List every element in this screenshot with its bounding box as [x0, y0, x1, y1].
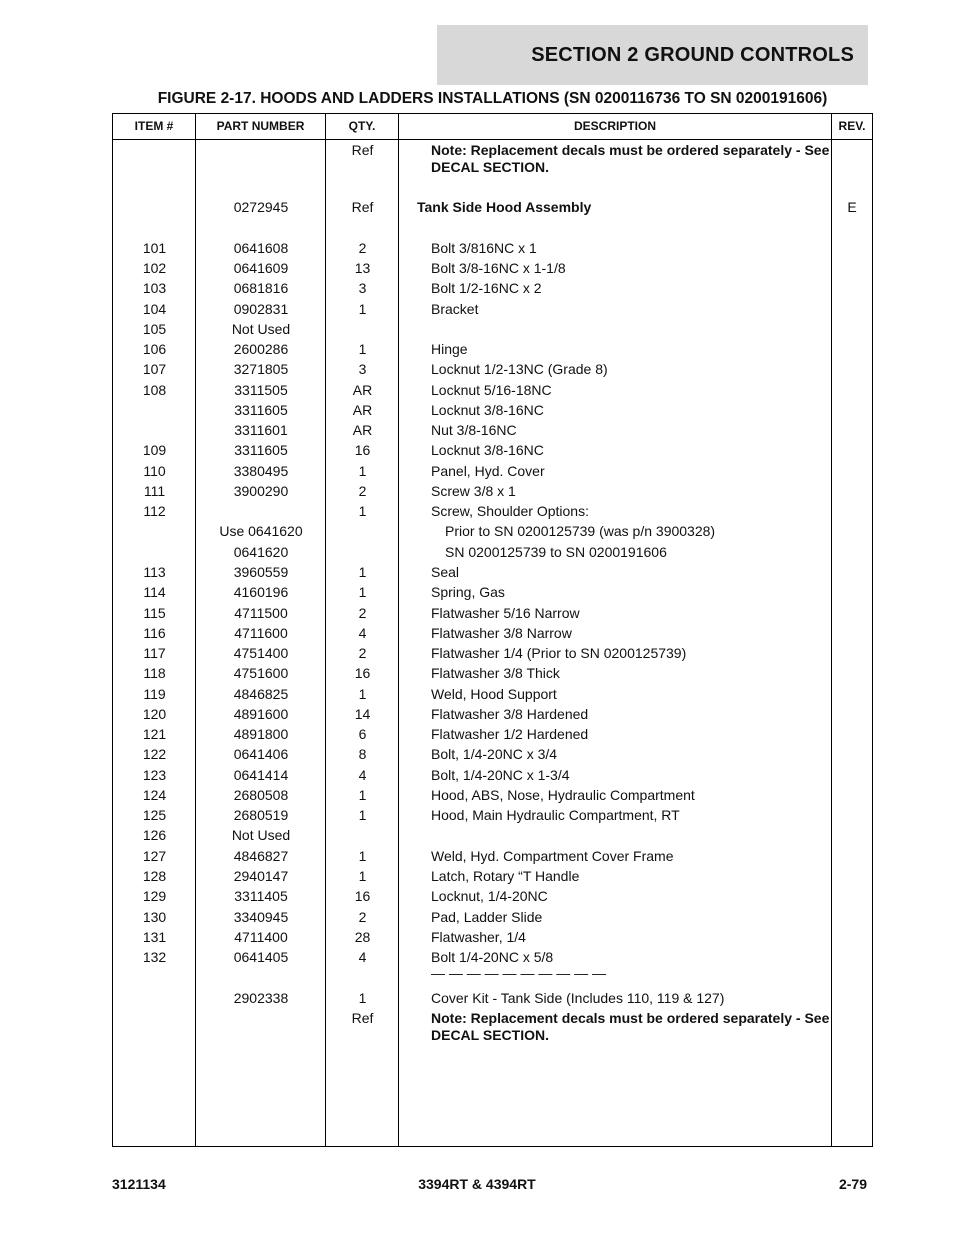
- cell-desc: Locknut 3/8-16NC: [431, 442, 544, 458]
- cell-item: 101: [142, 240, 167, 256]
- cell-part: 2600286: [233, 341, 289, 357]
- cell-qty: 14: [354, 706, 371, 722]
- header-description: DESCRIPTION: [573, 119, 656, 133]
- cell-qty: AR: [352, 382, 373, 398]
- section-title: SECTION 2 GROUND CONTROLS: [531, 43, 854, 66]
- header-part-number: PART NUMBER: [216, 119, 305, 133]
- cell-desc: Locknut, 1/4-20NC: [431, 888, 548, 904]
- cell-part: 4711400: [234, 929, 288, 945]
- cell-qty: 16: [354, 888, 371, 904]
- cell-qty: 1: [358, 584, 367, 600]
- cell-desc: Locknut 1/2-13NC (Grade 8): [431, 361, 608, 377]
- cell-qty: 3: [358, 280, 367, 296]
- figure-title: FIGURE 2-17. HOODS AND LADDERS INSTALLATIONS (SN 0200116736 TO SN 0200191606): [157, 90, 828, 107]
- cell-item: 130: [142, 909, 167, 925]
- footer-model: 3394RT & 4394RT: [418, 1176, 536, 1192]
- cell-qty: 28: [354, 929, 371, 945]
- cell-item: 129: [142, 888, 167, 904]
- cell-qty: 1: [358, 341, 367, 357]
- cell-qty: 1: [358, 503, 367, 519]
- cell-qty: Ref: [351, 1010, 374, 1026]
- cell-qty: 1: [358, 848, 367, 864]
- cell-qty: 1: [358, 990, 367, 1006]
- cell-part: 3311605: [234, 442, 288, 458]
- cell-qty: 4: [358, 767, 367, 783]
- cell-item: 120: [142, 706, 167, 722]
- section-banner: [437, 25, 868, 85]
- cell-part: 3311605: [234, 402, 288, 418]
- cell-desc: Hood, Main Hydraulic Compartment, RT: [431, 807, 680, 823]
- cell-item: 113: [143, 564, 166, 580]
- cell-part: 4751400: [233, 645, 289, 661]
- cell-part: 0641406: [233, 746, 289, 762]
- cell-part: 4711500: [234, 605, 288, 621]
- cell-desc: Screw 3/8 x 1: [431, 483, 516, 499]
- cell-desc: Bolt, 1/4-20NC x 1-3/4: [431, 767, 570, 783]
- cell-part: 3311601: [234, 422, 288, 438]
- cell-desc: Flatwasher 1/2 Hardened: [431, 726, 589, 742]
- cell-desc: Latch, Rotary “T Handle: [431, 868, 580, 884]
- cell-desc: Locknut 5/16-18NC: [431, 382, 552, 398]
- cell-part: 3340945: [233, 909, 289, 925]
- cell-part: 3271805: [233, 361, 289, 377]
- cell-item: 112: [143, 503, 166, 519]
- cell-item: 110: [143, 463, 166, 479]
- cell-part: 4846827: [233, 848, 289, 864]
- cell-part: 4891600: [233, 706, 289, 722]
- column-divider: [831, 114, 832, 1146]
- cell-qty: 1: [358, 686, 367, 702]
- cell-desc: Flatwasher 1/4 (Prior to SN 0200125739): [431, 645, 687, 661]
- cell-desc: Bolt 1/4-20NC x 5/8: [431, 949, 554, 965]
- cell-item: 111: [143, 483, 166, 499]
- footer-page-number: 2-79: [838, 1176, 867, 1192]
- cell-qty: 13: [354, 260, 371, 276]
- cell-desc: Flatwasher 3/8 Thick: [431, 665, 560, 681]
- cell-desc: Cover Kit - Tank Side (Includes 110, 119 & 127): [431, 990, 725, 1006]
- header-divider: [113, 139, 872, 140]
- parts-table: [112, 113, 873, 1147]
- cell-desc: Bolt, 1/4-20NC x 3/4: [431, 746, 558, 762]
- cell-item: 131: [142, 929, 167, 945]
- header-item: ITEM #: [134, 119, 174, 133]
- cell-desc: Note: Replacement decals must be ordered separately - See DECAL SECTION.: [431, 142, 830, 175]
- cell-desc: Hinge: [431, 341, 468, 357]
- cell-item: 122: [142, 746, 167, 762]
- cell-qty: 16: [354, 665, 371, 681]
- cell-qty: 3: [358, 361, 367, 377]
- cell-item: 118: [143, 665, 166, 681]
- cell-desc: Spring, Gas: [431, 584, 505, 600]
- cell-part: 4711600: [234, 625, 288, 641]
- cell-part: 0641405: [233, 949, 289, 965]
- cell-item: 109: [142, 442, 167, 458]
- cell-desc: Screw, Shoulder Options:: [431, 503, 589, 519]
- cell-desc: Bolt 1/2-16NC x 2: [431, 280, 542, 296]
- cell-desc: Note: Replacement decals must be ordered separately - See DECAL SECTION.: [431, 1010, 830, 1043]
- cell-qty: Ref: [351, 199, 374, 215]
- cell-qty: 1: [358, 868, 367, 884]
- cell-desc: Tank Side Hood Assembly: [417, 199, 592, 215]
- cell-qty: 2: [358, 483, 367, 499]
- cell-desc: Panel, Hyd. Cover: [431, 463, 545, 479]
- cell-qty: 4: [358, 625, 367, 641]
- cell-item: 108: [142, 382, 167, 398]
- cell-part: 0641609: [233, 260, 289, 276]
- cell-desc: Locknut 3/8-16NC: [431, 402, 544, 418]
- header-rev: REV.: [838, 119, 866, 133]
- cell-desc: Weld, Hood Support: [431, 686, 557, 702]
- cell-rev: E: [847, 199, 857, 215]
- cell-item: 102: [142, 260, 167, 276]
- cell-part: 3960559: [233, 564, 289, 580]
- cell-item: 126: [142, 827, 167, 843]
- cell-qty: Ref: [351, 142, 374, 158]
- cell-desc: Pad, Ladder Slide: [431, 909, 543, 925]
- cell-item: 105: [142, 321, 167, 337]
- cell-qty: AR: [352, 422, 373, 438]
- cell-qty: 1: [358, 787, 367, 803]
- cell-qty: 8: [358, 746, 367, 762]
- cell-desc: Flatwasher 3/8 Narrow: [431, 625, 572, 641]
- cell-qty: 16: [354, 442, 371, 458]
- cell-qty: 1: [358, 463, 367, 479]
- cell-desc: Bolt 3/8-16NC x 1-1/8: [431, 260, 566, 276]
- cell-desc: Nut 3/8-16NC: [431, 422, 517, 438]
- cell-item: 119: [143, 686, 166, 702]
- cell-part: 3900290: [233, 483, 289, 499]
- cell-desc: — — — — — — — — — —: [431, 965, 607, 981]
- cell-item: 121: [142, 726, 167, 742]
- cell-part: 0641608: [233, 240, 289, 256]
- cell-desc: Weld, Hyd. Compartment Cover Frame: [431, 848, 674, 864]
- cell-item: 132: [142, 949, 167, 965]
- cell-part: 4846825: [233, 686, 289, 702]
- cell-part: Not Used: [231, 321, 291, 337]
- cell-part: 2680519: [233, 807, 289, 823]
- cell-desc: Seal: [431, 564, 460, 580]
- header-qty: QTY.: [348, 119, 376, 133]
- cell-part: 2940147: [233, 868, 289, 884]
- cell-part: 4751600: [233, 665, 289, 681]
- cell-desc: Prior to SN 0200125739 (was p/n 3900328): [445, 523, 716, 539]
- cell-part: 0641414: [233, 767, 289, 783]
- cell-qty: 1: [358, 807, 367, 823]
- cell-desc: Flatwasher, 1/4: [431, 929, 526, 945]
- cell-part: 4160196: [233, 584, 289, 600]
- cell-part: 0641620: [233, 544, 289, 560]
- cell-item: 115: [143, 605, 166, 621]
- cell-qty: AR: [352, 402, 373, 418]
- cell-desc: Hood, ABS, Nose, Hydraulic Compartment: [431, 787, 695, 803]
- cell-qty: 1: [358, 301, 367, 317]
- cell-part: 3380495: [233, 463, 289, 479]
- cell-item: 125: [142, 807, 167, 823]
- cell-item: 107: [142, 361, 167, 377]
- cell-qty: 2: [358, 909, 367, 925]
- cell-item: 103: [142, 280, 167, 296]
- cell-desc: Flatwasher 3/8 Hardened: [431, 706, 589, 722]
- cell-desc: SN 0200125739 to SN 0200191606: [445, 544, 667, 560]
- cell-item: 116: [143, 625, 166, 641]
- cell-part: Use 0641620: [219, 523, 303, 539]
- cell-desc: Bracket: [431, 301, 479, 317]
- cell-item: 127: [142, 848, 167, 864]
- cell-qty: 2: [358, 645, 367, 661]
- cell-desc: Flatwasher 5/16 Narrow: [431, 605, 580, 621]
- cell-item: 106: [142, 341, 167, 357]
- cell-qty: 2: [358, 605, 367, 621]
- cell-item: 128: [142, 868, 167, 884]
- cell-part: 0272945: [233, 199, 289, 215]
- cell-qty: 2: [358, 240, 367, 256]
- cell-item: 104: [142, 301, 167, 317]
- cell-part: 0681816: [233, 280, 289, 296]
- cell-item: 123: [142, 767, 167, 783]
- cell-part: 2680508: [233, 787, 289, 803]
- cell-item: 114: [143, 584, 166, 600]
- cell-qty: 4: [358, 949, 367, 965]
- cell-part: Not Used: [231, 827, 291, 843]
- cell-desc: Bolt 3/816NC x 1: [431, 240, 537, 256]
- cell-part: 3311505: [234, 382, 288, 398]
- cell-item: 117: [143, 645, 166, 661]
- cell-part: 3311405: [234, 888, 288, 904]
- cell-part: 0902831: [233, 301, 289, 317]
- cell-item: 124: [142, 787, 167, 803]
- cell-qty: 1: [358, 564, 367, 580]
- cell-qty: 6: [358, 726, 367, 742]
- cell-part: 2902338: [233, 990, 289, 1006]
- cell-part: 4891800: [233, 726, 289, 742]
- footer-document-number: 3121134: [112, 1176, 166, 1192]
